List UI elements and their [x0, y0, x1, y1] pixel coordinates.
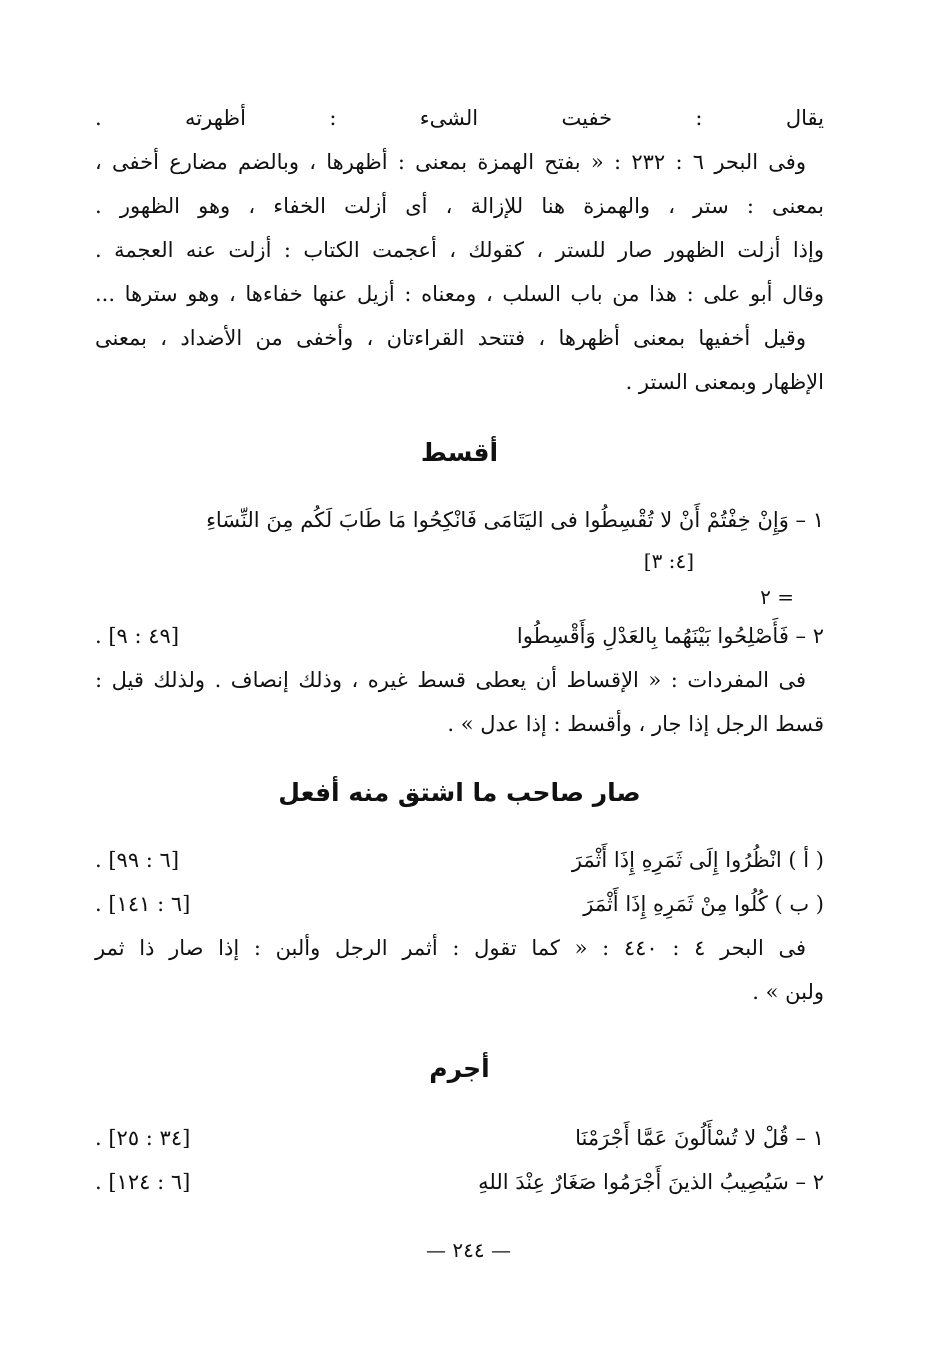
text-line: يقال : خفيت الشىء : أظهرته . [95, 106, 824, 130]
verse-reference: [٦ : ١٢٤] . [95, 1170, 191, 1194]
section-heading: أجرم [429, 1054, 490, 1083]
intro-paragraph [95, 96, 824, 404]
verse-text: ( ب ) كُلُوا مِنْ ثَمَرِهِ إِذَا أَثْمَرَ [583, 892, 824, 916]
text-line: وإذا أزلت الظهور صار للستر ، كقولك ، أعجمت الكتاب : أزلت عنه العجمة . [95, 238, 824, 262]
text-line: بمعنى : ستر ، والهمزة هنا للإزالة ، أى أزلت الخفاء ، وهو الظهور . [95, 194, 824, 218]
verse-text: ١ – وَإِنْ خِفْتُمْ أَنْ لا تُقْسِطُوا فى اليَتَامَى فَانْكِحُوا مَا طَابَ لَكُم مِنَ النِّسَاءِ [206, 508, 824, 532]
verse-text: ١ – قُلْ لا تُسْأَلُونَ عَمَّا أَجْرَمْنَا [575, 1126, 824, 1150]
continuation-mark: = ٢ [760, 585, 794, 609]
verse-entry [95, 1116, 824, 1160]
verse-reference: [٦ : ٩٩] . [95, 848, 180, 872]
verse-entry [95, 498, 824, 580]
verse-entry [95, 614, 824, 658]
note-paragraph [95, 926, 824, 1014]
text-line: وقال أبو على : هذا من باب السلب ، ومعناه : أزيل عنها خفاءها ، وهو سترها ... [95, 282, 824, 306]
verse-entry [95, 882, 824, 926]
verse-reference: [٣٤ : ٢٥] . [95, 1126, 191, 1150]
text-line: ولبن » . [752, 980, 824, 1004]
text-line: فى المفردات : « الإقساط أن يعطى قسط غيره ، وذلك إنصاف . ولذلك قيل : [95, 668, 806, 692]
verse-text: ٢ – سَيُصِيبُ الذينَ أَجْرَمُوا صَغَارٌ عِنْدَ اللهِ [478, 1170, 824, 1194]
page-body [95, 96, 824, 1204]
section-heading: أقسط [420, 438, 499, 467]
verse-reference: [٦ : ١٤١] . [95, 892, 191, 916]
text-line: الإظهار وبمعنى الستر . [625, 370, 824, 394]
verse-reference: [٤٩ : ٩] . [95, 624, 180, 648]
verse-entry [95, 838, 824, 882]
note-paragraph [95, 658, 824, 746]
verse-text: ( أ ) انْظُرُوا إِلَى ثَمَرِهِ إِذَا أَثْمَرَ [571, 848, 824, 872]
text-line: وقيل أخفيها بمعنى أظهرها ، فتتحد القراءتان ، وأخفى من الأضداد ، بمعنى [95, 326, 806, 350]
text-line: قسط الرجل إذا جار ، وأقسط : إذا عدل » . [447, 712, 824, 736]
text-line: فى البحر ٤ : ٤٤٠ : « كما تقول : أثمر الرجل وألبن : إذا صار ذا ثمر [95, 936, 807, 960]
verse-entry [95, 1160, 824, 1204]
verse-reference: [٤: ٣] [643, 549, 694, 573]
page-number: — ٢٤٤ — [426, 1238, 511, 1262]
text-line: وفى البحر ٦ : ٢٣٢ : « بفتح الهمزة بمعنى : أظهرها ، وبالضم مضارع أخفى ، [95, 150, 806, 174]
section-heading: صار صاحب ما اشتق منه أفعل [278, 778, 641, 807]
verse-text: ٢ – فَأَصْلِحُوا بَيْنَهُما بِالعَدْلِ وَأَقْسِطُوا [516, 624, 824, 648]
